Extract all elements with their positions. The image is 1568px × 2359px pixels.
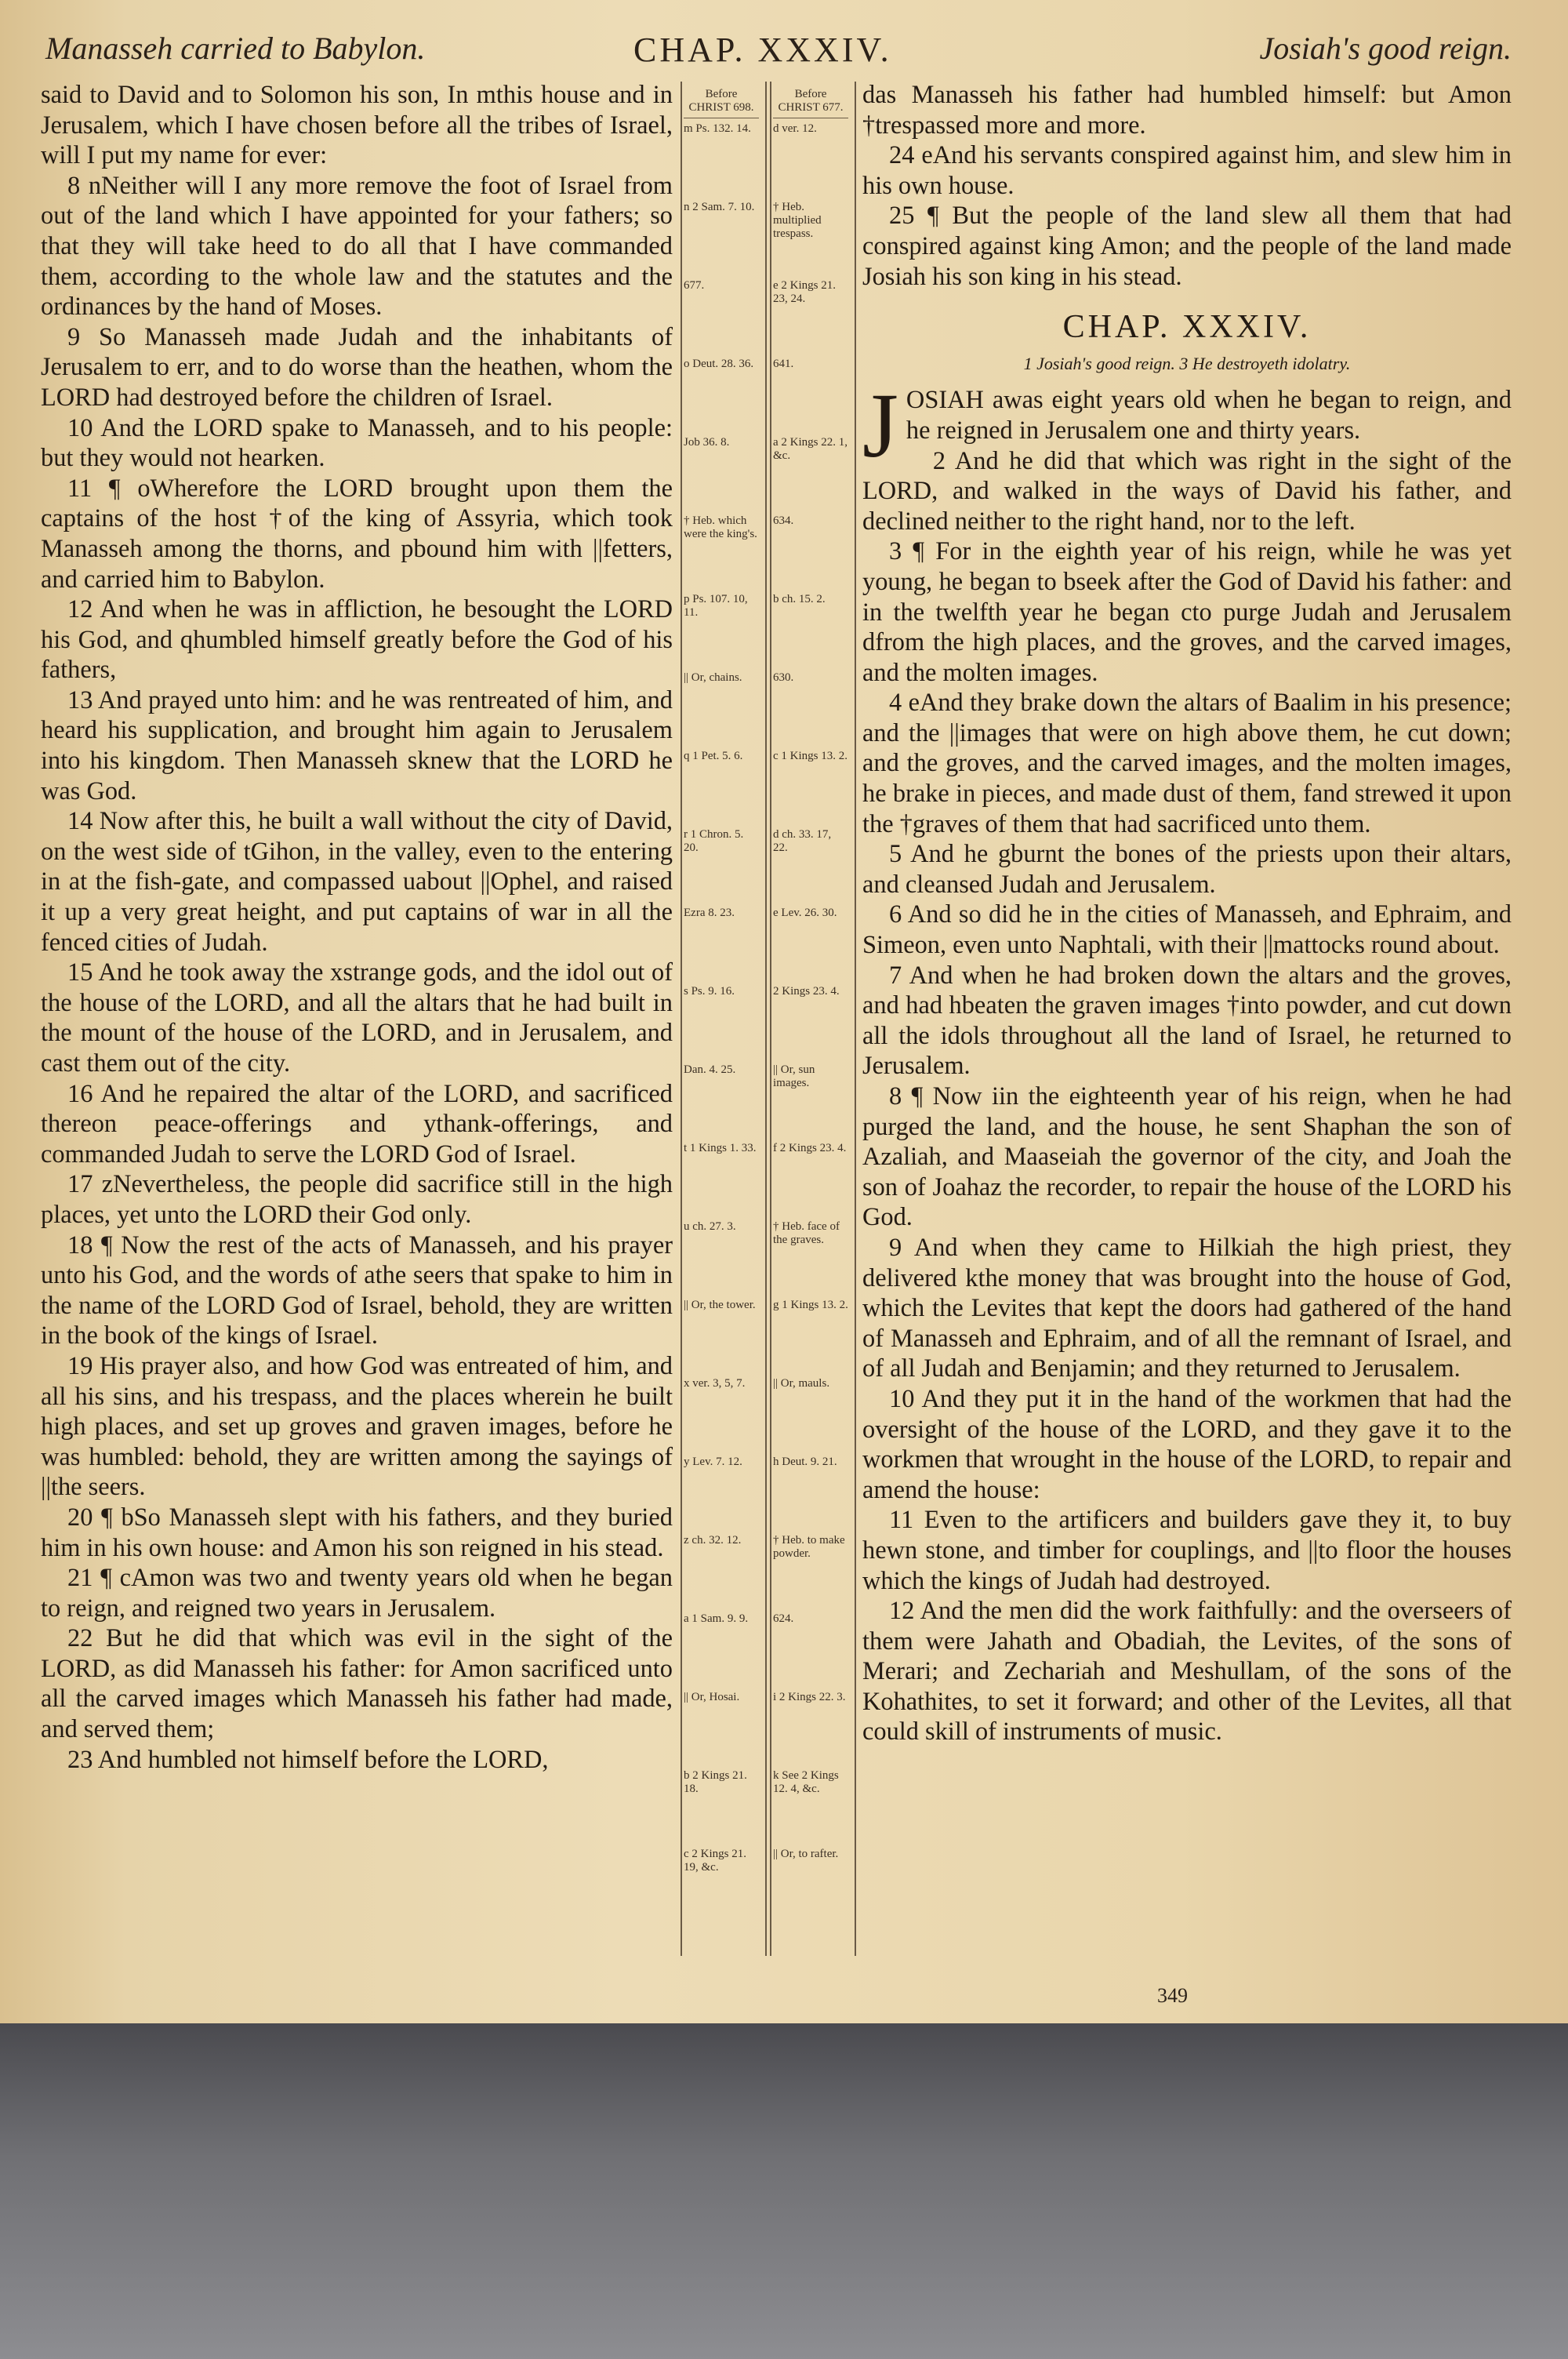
marginal-note: 624. [773,1612,794,1625]
marginal-note: † Heb. multiplied trespass. [773,201,822,240]
marginal-note: † Heb. face of the graves. [773,1220,840,1246]
marginal-note: r 1 Chron. 5. 20. [684,828,744,854]
marginal-note: u ch. 27. 3. [684,1220,736,1233]
marginal-note: b 2 Kings 21. 18. [684,1769,747,1795]
verse-paragraph: 18 ¶ Now the rest of the acts of Manasseh, and his prayer unto his God, and the words of athe seers that spake to him in the name of the LORD God of Israel, behold, they are written in the book of the kings of Israel. [41,1230,673,1350]
marginal-note: i 2 Kings 22. 3. [773,1691,846,1703]
chapter-title: CHAP. XXXIV. [1062,309,1312,346]
verse-paragraph: 14 Now after this, he built a wall without the city of David, on the west side of tGihon, in the valley, even to the entering in at the fish-gate, and compassed uabout ||Ophel, and raised it up a very great height, and put captains of war in all the fenced cities of Judah. [41,807,673,957]
verse-paragraph: 8 ¶ Now iin the eighteenth year of his reign, when he had purged the land, and the house, he sent Shaphan the son of Azaliah, and Maaseiah the governor of the city, and Joah the son of Joahaz the recorder, to repair the house of the LORD his God. [862,1082,1512,1232]
verse-paragraph: 8 nNeither will I any more remove the foot of Israel from out of the land which I have appointed for your fathers; so that they will take heed to do all that I have commanded them, according to the whole law and the statutes and the ordinances by the hand of Moses. [41,171,673,322]
verse-paragraph: 4 eAnd they brake down the altars of Baalim in his presence; and the ||images that were on high above them, he cut down; and the groves, and the carved images, and the molten images, he brake in pieces, and made dust of them, fand strewed it upon the †graves of them that had sacrificed unto them. [862,689,1512,838]
marginal-note: || Or, mauls. [773,1377,830,1390]
verse-paragraph: 5 And he gburnt the bones of the priests upon their altars, and cleansed Judah and Jerusalem. [862,840,1512,899]
verse-paragraph: 22 But he did that which was evil in the sight of the LORD, as did Manasseh his father: for Amon sacrificed unto all the carved images which Manasseh his father had made, and served them; [41,1624,673,1744]
marginal-note: b ch. 15. 2. [773,593,826,605]
first-verse-text: OSIAH awas eight years old when he began to reign, and he reigned in Jerusalem one and thirty years. [906,386,1512,445]
marginal-note: d ch. 33. 17, 22. [773,828,832,854]
chapter-summary: 1 Josiah's good reign. 3 He destroyeth idolatry. [1023,353,1351,373]
verse-paragraph: 2 And he did that which was right in the sight of the LORD, and walked in the ways of David his father, and declined neither to the right hand, nor to the left. [862,446,1512,536]
marginal-note: z ch. 32. 12. [684,1534,742,1547]
marginal-note: Job 36. 8. [684,436,730,449]
marginal-note: t 1 Kings 1. 33. [684,1142,757,1154]
marginal-note: p Ps. 107. 10, 11. [684,593,748,619]
drop-cap: J [862,374,898,478]
marginal-note: n 2 Sam. 7. 10. [684,201,755,213]
marginal-note: a 1 Sam. 9. 9. [684,1612,749,1625]
verse-paragraph: 9 And when they came to Hilkiah the high priest, they delivered kthe money that was brought into the house of God, which the Levites that kept the doors had gathered of the hand of Manasseh and Ephraim, and of all the remnant of Israel, and of all Judah and Benjamin; and they returned to Jerusalem. [862,1233,1512,1383]
marginal-note: x ver. 3, 5, 7. [684,1377,746,1390]
running-head-right: Josiah's good reign. [1259,31,1512,66]
verse-paragraph: 24 eAnd his servants conspired against him, and slew him in his own house. [862,141,1512,200]
marginal-note: || Or, Hosai. [684,1691,740,1703]
marginal-note: e 2 Kings 21. 23, 24. [773,279,836,305]
verse-paragraph: 23 And humbled not himself before the LORD, [67,1745,549,1774]
marginal-note: 634. [773,514,794,527]
verse-paragraph: 12 And the men did the work faithfully: and the overseers of them were Jahath and Obadiah, the Levites, of the sons of Merari; and Zechariah and Meshullam, of the sons of the Kohathites, to set it forward; and other of the Levites, all that could skill of instruments of music. [862,1597,1512,1747]
verse-paragraph: 11 ¶ oWherefore the LORD brought upon them the captains of the host †of the king of Assyria, which took Manasseh among the thorns, and pbound him with ||fetters, and carried him to Babylon. [41,474,673,594]
marginal-note: d ver. 12. [773,122,817,135]
right-marginal-references [773,88,848,1860]
marginal-note: a 2 Kings 22. 1, &c. [773,436,848,462]
verse-paragraph: 13 And prayed unto him: and he was rentreated of him, and heard his supplication, and brought him again to Jerusalem into his kingdom. Then Manasseh sknew that the LORD he was God. [41,685,673,805]
marginal-note: Ezra 8. 23. [684,907,735,919]
marginal-note: || Or, chains. [684,671,742,684]
column-rule [765,82,767,1956]
first-verse [862,374,1512,478]
running-head-chapter: CHAP. XXXIV. [633,31,892,69]
verse-paragraph: 6 And so did he in the cities of Manasseh, and Ephraim, and Simeon, even unto Naphtali, with their ||mattocks round about. [862,900,1512,960]
verse-paragraph: 19 His prayer also, and how God was entreated of him, and all his sins, and his trespass, and the places wherein he built high places, and set up groves and graven images, before he was humbled: behold, they are written among the sayings of ||the seers. [41,1351,673,1502]
marginal-note: c 1 Kings 13. 2. [773,750,848,762]
marginal-note: † Heb. which were the king's. [684,514,757,540]
marginal-note: † Heb. to make powder. [773,1534,845,1560]
column-rule [770,82,771,1956]
marginal-note: 2 Kings 23. 4. [773,985,840,998]
verse-paragraph: das Manasseh his father had humbled himself: but Amon †trespassed more and more. [862,81,1512,140]
verse-paragraph: 15 And he took away the xstrange gods, and the idol out of the house of the LORD, and all the altars that he had built in the mount of the house of the LORD, and in Jerusalem, and cast them out of the city. [41,958,673,1078]
marginal-note: k See 2 Kings 12. 4, &c. [773,1769,839,1795]
verse-paragraph: 16 And he repaired the altar of the LORD, and sacrificed thereon peace-offerings and ythank-offerings, and commanded Judah to serve the LORD God of Israel. [41,1079,673,1169]
verse-paragraph: 10 And the LORD spake to Manasseh, and to his people: but they would not hearken. [41,413,673,473]
marginal-note: m Ps. 132. 14. [684,122,751,135]
marginal-note: c 2 Kings 21. 19, &c. [684,1848,746,1874]
marginal-note: h Deut. 9. 21. [773,1456,837,1468]
right-text-column [862,80,1512,1747]
running-head-left: Manasseh carried to Babylon. [45,31,426,66]
marginal-note: f 2 Kings 23. 4. [773,1142,847,1154]
date-label: Before CHRIST 677. [773,88,848,118]
marginal-note: 630. [773,671,794,684]
marginal-note: e Lev. 26. 30. [773,907,837,919]
left-text-column [41,80,673,1775]
marginal-note: o Deut. 28. 36. [684,358,754,370]
date-label: Before CHRIST 698. [684,88,759,118]
background-surface [0,2023,1568,2359]
verse-paragraph: 12 And when he was in affliction, he besought the LORD his God, and qhumbled himself greatly before the God of his fathers, [41,595,673,685]
marginal-note: q 1 Pet. 5. 6. [684,750,743,762]
marginal-note: || Or, sun images. [773,1063,815,1089]
marginal-note: 641. [773,358,794,370]
marginal-note: || Or, to rafter. [773,1848,839,1860]
marginal-note: || Or, the tower. [684,1299,756,1311]
column-rule [855,82,856,1956]
verse-paragraph: 9 So Manasseh made Judah and the inhabitants of Jerusalem to err, and to do worse than the heathen, whom the LORD had destroyed before the children of Israel. [41,322,673,412]
verse-paragraph: 17 zNevertheless, the people did sacrifice still in the high places, yet unto the LORD their God only. [41,1170,673,1229]
verse-paragraph: 25 ¶ But the people of the land slew all them that had conspired against king Amon; and the people of the land made Josiah his son king in his stead. [862,202,1512,291]
verse-paragraph: 3 ¶ For in the eighth year of his reign, while he was yet young, he began to bseek after the God of David his father: and in the twelfth year he began cto purge Judah and Jerusalem dfrom the high places, and the groves, and the carved images, and the molten images. [862,537,1512,687]
column-rule [681,82,682,1956]
marginal-note: 677. [684,279,705,292]
marginal-note: s Ps. 9. 16. [684,985,735,998]
verse-paragraph: 11 Even to the artificers and builders gave they it, to buy hewn stone, and timber for couplings, and ||to floor the houses which the kings of Judah had destroyed. [862,1506,1512,1595]
page-number: 349 [1157,1984,1188,2007]
verse-paragraph: 20 ¶ bSo Manasseh slept with his fathers, and they buried him in his own house: and Amon his son reigned in his stead. [41,1503,673,1562]
left-marginal-references [684,88,759,1874]
verse-paragraph: 21 ¶ cAmon was two and twenty years old when he began to reign, and reigned two years in Jerusalem. [41,1564,673,1623]
verse-paragraph: 7 And when he had broken down the altars and the groves, and had hbeaten the graven images †into powder, and cut down all the idols throughout all the land of Israel, he returned to Jerusalem. [862,961,1512,1081]
marginal-note: y Lev. 7. 12. [684,1456,742,1468]
verse-paragraph: 10 And they put it in the hand of the workmen that had the oversight of the house of the LORD, and they gave it to the workmen that wrought in the house of the LORD, to repair and amend the house: [862,1384,1512,1504]
marginal-note: Dan. 4. 25. [684,1063,736,1076]
verse-paragraph: said to David and to Solomon his son, In mthis house and in Jerusalem, which I have chosen before all the tribes of Israel, will I put my name for ever: [41,81,673,170]
marginal-note: g 1 Kings 13. 2. [773,1299,848,1311]
